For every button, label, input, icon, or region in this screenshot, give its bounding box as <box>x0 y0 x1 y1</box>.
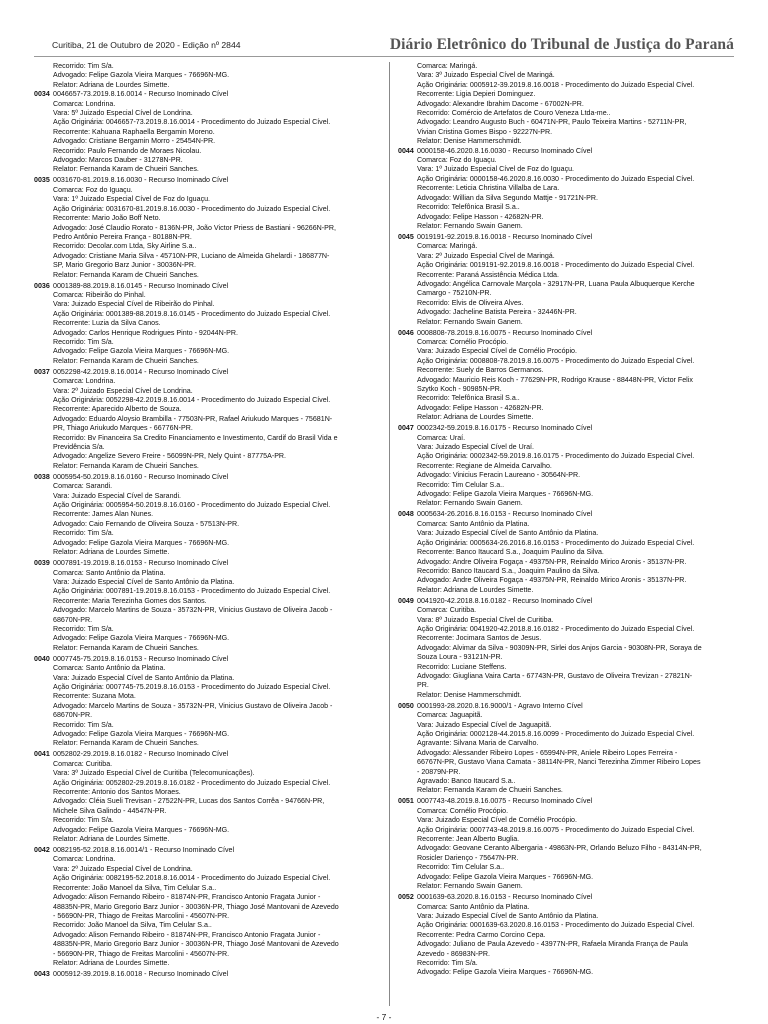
entry-line: Vara: 2º Juizado Especial Cível de Londrina. <box>53 386 193 395</box>
case-entry-details <box>34 291 380 366</box>
entry-line: Relator: Fernanda Karam de Chueiri Sanches. <box>53 461 199 470</box>
case-entry <box>34 176 380 279</box>
entry-line: Relator: Adriana de Lourdes Simette. <box>53 958 170 967</box>
case-entry-process: 0005954-50.2019.8.16.0160 - Recurso Inominado Cível <box>53 472 229 481</box>
entry-line: Recorrente: Antonio dos Santos Moraes. <box>53 788 181 797</box>
entry-line: Advogado: Alessander Ribeiro Lopes - 65994N-PR, Aniele Ribeiro Lopes Ferreira - <box>417 748 678 757</box>
case-entry <box>398 597 738 700</box>
entry-line: Souza Loura - 93121N-PR. <box>417 653 503 662</box>
case-entry-process: 0001639-63.2020.8.16.0153 - Recurso Inominado Cível <box>417 893 593 902</box>
header-date-edition: Curitiba, 21 de Outubro de 2020 - Edição nº 2844 <box>52 40 241 50</box>
left-column-continuation <box>34 62 380 90</box>
case-entry-details <box>398 606 738 700</box>
entry-line: Relator: Fernanda Karam de Chueiri Sanches. <box>417 786 563 795</box>
entry-line: Relator: Fernando Swain Ganem. <box>417 221 523 230</box>
entry-line: Advogado: Felipe Gazola Vieira Marques - 76696N-MG. <box>53 71 230 80</box>
case-entry-process: 0007745-75.2019.8.16.0153 - Recurso Inominado Cível <box>53 654 229 663</box>
case-entry-details <box>34 482 380 557</box>
case-entry-details <box>34 377 380 471</box>
case-entry-details <box>398 807 738 892</box>
entry-line: Advogado: Felipe Gazola Vieira Marques - 76696N-MG. <box>53 634 230 643</box>
entry-line: Recorrido: Tim S/a. <box>53 62 114 70</box>
case-entry <box>398 702 738 796</box>
case-entry-heading <box>398 702 738 711</box>
entry-line: Advogado: Giugliana Vaira Carta - 67743N-PR, Gustavo de Oliveira Trevizan - 27821N- <box>417 671 693 680</box>
entry-line: Comarca: Maringá. <box>417 242 478 251</box>
entry-line: Comarca: Santo Antônio da Platina. <box>53 664 166 673</box>
entry-line: Advogado: Alison Fernando Ribeiro - 81874N-PR, Francisco Antonio Fragata Junior - <box>53 930 321 939</box>
entry-line: Vara: Juizado Especial Cível de Jaguapitã. <box>417 720 552 729</box>
entry-line: Michele Silva Galindo - 44547N-PR. <box>53 806 167 815</box>
entry-line: Comarca: Maringá. <box>417 62 478 70</box>
entry-line: Ação Originária: 0052298-42.2019.8.16.0014 - Procedimento do Juizado Especial Cível. <box>53 396 331 404</box>
entry-line: Comarca: Santo Antônio da Platina. <box>417 519 530 528</box>
entry-line: Advogado: Leandro Augusto Buch - 60471N-PR, Paulo Teixeira Martins - 52711N-PR, <box>417 118 687 127</box>
entry-line: Vara: Juizado Especial Cível de Santo Antônio da Platina. <box>53 673 235 682</box>
entry-line: Ação Originária: 0001389-88.2019.8.16.0145 - Procedimento do Juizado Especial Cível. <box>53 309 331 318</box>
case-entry-details <box>34 100 380 175</box>
header-rule <box>34 56 734 57</box>
entry-line: Ação Originária: 0019191-92.2019.8.16.0018 - Procedimento do Juizado Especial Cível. <box>417 261 695 270</box>
entry-line: 66767N-PR, Gustavo Viana Camata - 38114N-PR, Nanci Terezinha Zimmer Ribeiro Lopes <box>417 758 701 767</box>
entry-line: Previdência S/a. <box>53 443 105 452</box>
entry-line: Relator: Denise Hammerschmidt. <box>417 690 522 699</box>
entry-line: Recorrido: Elvis de Oliveira Alves. <box>417 298 524 307</box>
case-entry-process: 0001993-28.2020.8.16.9000/1 - Agravo Interno Cível <box>417 701 583 710</box>
entry-line: Vara: Juizado Especial Cível de Sarandi. <box>53 491 182 500</box>
entry-line: Advogado: Felipe Gazola Vieira Marques - 76696N-MG. <box>53 347 230 356</box>
entry-line: Ação Originária: 0031670-81.2019.8.16.0030 - Procedimento do Juizado Especial Cível. <box>53 204 331 213</box>
entry-line: Vara: 2º Juizado Especial Cível de Londrina. <box>53 864 193 873</box>
case-entry-details <box>34 760 380 845</box>
right-column-entries <box>398 147 738 978</box>
case-entry-number: 0042 <box>34 846 50 855</box>
entry-line: Camargo - 75210N-PR. <box>417 289 492 298</box>
case-entry-process: 0052802-29.2019.8.16.0182 - Recurso Inominado Cível <box>53 750 229 759</box>
case-entry <box>34 559 380 653</box>
entry-line: Ação Originária: 0007745-75.2019.8.16.0153 - Procedimento do Juizado Especial Cível. <box>53 682 331 691</box>
case-entry-details <box>34 664 380 749</box>
entry-line: Ação Originária: 0001639-63.2020.8.16.0153 - Procedimento do Juizado Especial Cível. <box>417 921 695 930</box>
entry-line: 48835N-PR, Mario Gregorio Barz Junior - 30036N-PR, Thiago José Mantovani de Azevedo <box>53 902 339 911</box>
entry-line: Comarca: Santo Antônio da Platina. <box>53 568 166 577</box>
entry-line: Relator: Adriana de Lourdes Simette. <box>417 585 534 594</box>
case-entry <box>34 970 380 979</box>
entry-line: Advogado: Felipe Gazola Vieira Marques - 76696N-MG. <box>417 968 594 977</box>
case-entry-process: 0046657-73.2019.8.16.0014 - Recurso Inominado Cível <box>53 90 229 99</box>
case-entry-details <box>398 520 738 595</box>
entry-line: Relator: Adriana de Lourdes Simette. <box>417 413 534 422</box>
entry-line: Relator: Denise Hammerschmidt. <box>417 137 522 146</box>
entry-line: Comarca: Curitiba. <box>53 759 113 768</box>
entry-line: Ação Originária: 0041920-42.2018.8.16.0182 - Procedimento do Juizado Especial Cível. <box>417 624 695 633</box>
entry-line: Comarca: Foz do Iguaçu. <box>53 185 133 194</box>
entry-line: Relator: Adriana de Lourdes Simette. <box>53 80 170 89</box>
entry-line: Advogado: Carlos Henrique Rodrigues Pinto - 92044N-PR. <box>53 328 238 337</box>
entry-line: Recorrente: Ligia Depieri Dominguez. <box>417 90 536 99</box>
case-entry <box>34 368 380 471</box>
entry-line: Recorrido: Telefônica Brasil S.a.. <box>417 394 520 403</box>
case-entry-process: 0007743-48.2019.8.16.0075 - Recurso Inominado Cível <box>417 797 593 806</box>
case-entry-heading <box>34 282 380 291</box>
entry-line: Advogado: Willian da Silva Segundo Mattje - 91721N-PR. <box>417 193 598 202</box>
entry-line: Vara: Juizado Especial Cível de Cornélio Procópio. <box>417 347 577 356</box>
entry-line: Relator: Fernando Swain Ganem. <box>417 317 523 326</box>
case-entry-number: 0039 <box>34 559 50 568</box>
entry-line: Ação Originária: 0007891-19.2019.8.16.0153 - Procedimento do Juizado Especial Cível. <box>53 587 331 596</box>
entry-line: Comarca: Cornélio Procópio. <box>417 806 509 815</box>
case-entry-number: 0037 <box>34 367 50 376</box>
case-entry-heading <box>34 176 380 185</box>
entry-line: Relator: Adriana de Lourdes Simette. <box>53 548 170 557</box>
entry-line: Relator: Fernanda Karam de Chueiri Sanches. <box>53 643 199 652</box>
entry-line: Recorrido: Comércio de Artefatos de Couro Veneza Ltda-me.. <box>417 109 611 118</box>
entry-line: Vara: 1º Juizado Especial Cível de Foz do Iguaçu. <box>53 195 211 204</box>
case-entry-number: 0044 <box>398 146 414 155</box>
entry-line: Recorrido: Tim Celular S.a.. <box>417 863 505 872</box>
entry-line: Comarca: Londrina. <box>53 855 116 864</box>
entry-line: Relator: Fernanda Karam de Chueiri Sanches. <box>53 739 199 748</box>
page-header <box>34 38 734 60</box>
entry-line: Comarca: Curitiba. <box>417 606 477 615</box>
entry-line: Agravante: Silvana Maria de Carvalho. <box>417 739 539 748</box>
entry-line: Relator: Fernando Swain Ganem. <box>417 882 523 891</box>
entry-line: Vara: Juizado Especial Cível de Santo Antônio da Platina. <box>417 911 599 920</box>
entry-line: Ação Originária: 0007743-48.2019.8.16.0075 - Procedimento do Juizado Especial Cível. <box>417 825 695 834</box>
case-entry-number: 0050 <box>398 701 414 710</box>
case-entry <box>34 655 380 749</box>
case-entry-heading <box>34 368 380 377</box>
case-entry-heading <box>398 147 738 156</box>
entry-line: Advogado: Jacheline Batista Pereira - 32446N-PR. <box>417 308 577 317</box>
entry-line: Advogado: Andre Oliveira Fogaça - 49375N-PR, Reinaldo Mirico Aronis - 35137N-PR. <box>417 576 687 585</box>
entry-line: Advogado: Marcelo Martins de Souza - 35732N-PR, Vinicius Gustavo de Oliveira Jacob - <box>53 701 333 710</box>
case-entry-heading <box>34 473 380 482</box>
entry-line: 48835N-PR, Mario Gregorio Barz Junior - 30036N-PR, Thiago José Mantovani de Azevedo <box>53 940 339 949</box>
entry-line: Recorrido: Telefônica Brasil S.a.. <box>417 203 520 212</box>
entry-line: Advogado: Alexandre Ibrahim Dacome - 67002N-PR. <box>417 99 584 108</box>
entry-line: Recorrente: Banco Itaucard S.a., Joaquim Paulino da Silva. <box>417 548 604 557</box>
entry-line: Advogado: Angelize Severo Freire - 56099N-PR, Nely Quint - 87775A-PR. <box>53 452 287 461</box>
entry-line: Comarca: Uraí. <box>417 433 466 442</box>
case-entry <box>398 329 738 423</box>
entry-line: Recorrente: James Alan Nunes. <box>53 510 154 519</box>
case-entry-number: 0038 <box>34 472 50 481</box>
case-entry-process: 0019191-92.2019.8.16.0018 - Recurso Inominado Cível <box>417 232 593 241</box>
left-column-entries <box>34 90 380 979</box>
entry-line: Ação Originária: 0082195-52.2018.8.16.0014 - Procedimento do Juizado Especial Cível. <box>53 874 331 883</box>
entry-line: Recorrente: Suzana Mota. <box>53 692 136 701</box>
entry-line: Advogado: Marcos Dauber - 31278N-PR. <box>53 156 183 165</box>
case-entry-process: 0052298-42.2019.8.16.0014 - Recurso Inominado Cível <box>53 367 229 376</box>
entry-line: Rosicler Darienço - 75647N-PR. <box>417 853 519 862</box>
entry-line: Advogado: Felipe Gazola Vieira Marques - 76696N-MG. <box>53 730 230 738</box>
entry-line: Pedro Antônio Pereira França - 80188N-PR. <box>53 232 192 241</box>
case-entry <box>398 147 738 232</box>
case-entry-number: 0048 <box>398 510 414 519</box>
case-entry <box>398 797 738 891</box>
case-entry-details <box>398 711 738 796</box>
case-entry-heading <box>34 750 380 759</box>
journal-title: Diário Eletrônico do Tribunal de Justiça do Paraná <box>389 36 734 53</box>
entry-line: PR, Thiago Ariukudo Marques - 66776N-PR. <box>53 424 193 433</box>
entry-line: Advogado: Geovane Ceranto Albergaria - 49863N-PR, Orlando Beluzo Filho - 84314N-PR, <box>417 844 702 853</box>
entry-line: Vara: 3º Juizado Especial Cível de Maringá. <box>417 71 555 80</box>
entry-line: Recorrido: Decolar.com Ltda, Sky Airline S.a.. <box>53 242 197 251</box>
case-entry-number: 0047 <box>398 424 414 433</box>
case-entry-details <box>398 434 738 509</box>
entry-line: Advogado: Marcelo Martins de Souza - 35732N-PR, Vinicius Gustavo de Oliveira Jacob - <box>53 606 333 615</box>
case-entry-process: 0008808-78.2019.8.16.0075 - Recurso Inominado Cível <box>417 328 593 337</box>
entry-line: Recorrido: Tim Celular S.a.. <box>417 480 505 489</box>
case-entry <box>34 473 380 558</box>
entry-line: - 20879N-PR. <box>417 767 461 776</box>
entry-line: Recorrente: Jocimara Santos de Jesus. <box>417 634 542 643</box>
entry-line: Advogado: Andre Oliveira Fogaça - 49375N-PR, Reinaldo Mirico Aronis - 35137N-PR. <box>417 557 687 566</box>
case-entry <box>398 424 738 509</box>
case-entry-heading <box>398 510 738 519</box>
entry-line: Comarca: Londrina. <box>53 377 116 386</box>
entry-line: Vara: Juizado Especial Cível de Uraí. <box>417 443 534 452</box>
entry-line: Advogado: Vinicius Feracin Laureano - 30564N-PR. <box>417 471 581 480</box>
case-entry <box>34 282 380 367</box>
case-entry-number: 0051 <box>398 797 414 806</box>
entry-line: Recorrente: Leticia Christina Villalba de Lara. <box>417 184 560 193</box>
entry-line: Recorrido: Tim S/a. <box>53 816 114 825</box>
entry-line: Recorrente: Luzia da Silva Canos. <box>53 319 161 328</box>
case-entry-number: 0041 <box>34 750 50 759</box>
entry-line: Vara: Juizado Especial Cível de Cornélio Procópio. <box>417 816 577 825</box>
entry-line: - 56690N-PR, Thiago de Freitas Marcolini - 45607N-PR. <box>53 911 230 920</box>
entry-line: Relator: Fernanda Karam de Chueiri Sanches. <box>53 165 199 174</box>
entry-line: Advogado: Felipe Hasson - 42682N-PR. <box>417 212 544 221</box>
case-entry-heading <box>34 655 380 664</box>
entry-line: Recorrido: Tim S/a. <box>53 624 114 633</box>
entry-line: Recorrido: Paulo Fernando de Moraes Nicolau. <box>53 146 202 155</box>
entry-line: 68670N-PR. <box>53 615 93 624</box>
entry-line: Vara: 2º Juizado Especial Cível de Maringá. <box>417 251 555 260</box>
entry-line: Recorrido: Tim S/a. <box>53 720 114 729</box>
entry-line: Advogado: Felipe Gazola Vieira Marques - 76696N-MG. <box>417 872 594 881</box>
entry-line: Recorrente: Suely de Barros Germanos. <box>417 366 544 375</box>
entry-line: Recorrente: Kahuana Raphaella Bergamin Moreno. <box>53 127 215 136</box>
entry-line: Ação Originária: 0005634-26.2016.8.16.0153 - Procedimento do Juizado Especial Cível. <box>417 538 695 547</box>
case-entry-details <box>34 855 380 968</box>
entry-line: Recorrente: Aparecido Alberto de Souza. <box>53 405 182 414</box>
entry-line: Recorrido: Luciane Steffens. <box>417 662 507 671</box>
case-entry <box>398 510 738 595</box>
entry-line: Ação Originária: 0046657-73.2019.8.16.0014 - Procedimento do Juizado Especial Cível. <box>53 118 331 127</box>
entry-line: Vara: Juizado Especial Cível de Santo Antônio da Platina. <box>53 577 235 586</box>
case-entry-heading <box>34 970 380 979</box>
entry-line: Advogado: Juliano de Paula Azevedo - 43977N-PR, Rafaela Miranda França de Paula <box>417 940 688 949</box>
case-entry-heading <box>34 846 380 855</box>
entry-line: Recorrente: Paraná Assistência Médica Ltda. <box>417 270 559 279</box>
right-column-continuation <box>398 62 738 147</box>
entry-line: Szytko Koch - 90985N-PR. <box>417 385 502 393</box>
entry-line: Advogado: Felipe Gazola Vieira Marques - 76696N-MG. <box>53 825 230 834</box>
right-column <box>398 62 738 1010</box>
case-entry-process: 0007891-19.2019.8.16.0153 - Recurso Inominado Cível <box>53 559 229 568</box>
entry-line: Ação Originária: 0052802-29.2019.8.16.0182 - Procedimento do Juizado Especial Cível. <box>53 778 331 787</box>
case-entry-heading <box>398 597 738 606</box>
case-entry-process: 0001389-88.2019.8.16.0145 - Recurso Inominado Cível <box>53 281 229 290</box>
entry-line: Recorrido: João Manoel da Silva, Tim Celular S.a.. <box>53 921 212 930</box>
entry-line: Relator: Fernanda Karam de Chueiri Sanches. <box>53 356 199 365</box>
entry-line: Vara: Juizado Especial Cível de Santo Antônio da Platina. <box>417 529 599 538</box>
case-entry-heading <box>398 893 738 902</box>
case-entry-heading <box>398 424 738 433</box>
entry-line: Relator: Fernando Swain Ganem. <box>417 499 523 508</box>
case-entry-number: 0046 <box>398 328 414 337</box>
case-entry-number: 0036 <box>34 281 50 290</box>
case-entry-details <box>34 186 380 280</box>
entry-line: Advogado: Cristiane Bergamin Morro - 25454N-PR. <box>53 137 216 146</box>
entry-line: 68670N-PR. <box>53 711 93 720</box>
case-entry-process: 0005634-26.2016.8.16.0153 - Recurso Inominado Cível <box>417 510 593 519</box>
entry-line: Recorrido: Bv Financeira Sa Credito Financiamento e Investimento, Cardif do Brasil Vida e <box>53 433 338 442</box>
entry-line: Advogado: Felipe Hasson - 42682N-PR. <box>417 403 544 412</box>
entry-line: SP, Mario Gregorio Barz Junior - 30036N-PR. <box>53 261 196 270</box>
entry-line: Advogado: Caio Fernando de Oliveira Souza - 57513N-PR. <box>53 519 240 528</box>
entry-line: Advogado: Eduardo Aloysio Brambilla - 77503N-PR, Rafael Ariukudo Marques - 75681N- <box>53 414 333 423</box>
case-entry <box>398 893 738 978</box>
case-entry-heading <box>398 233 738 242</box>
case-entry <box>34 750 380 844</box>
entry-line: Comarca: Jaguapitã. <box>417 711 483 720</box>
entry-line: Recorrente: Mario João Boff Neto. <box>53 214 161 223</box>
entry-line: Advogado: Alison Fernando Ribeiro - 81874N-PR, Francisco Antonio Fragata Junior - <box>53 893 321 902</box>
entry-line: Recorrente: Jean Alberto Buglia. <box>417 835 520 844</box>
entry-line: Relator: Adriana de Lourdes Simette. <box>53 835 170 844</box>
entry-line: Recorrente: Pedra Carmo Corcino Cepa. <box>417 930 546 939</box>
entry-line: Ação Originária: 0008808-78.2019.8.16.0075 - Procedimento do Juizado Especial Cível. <box>417 356 695 365</box>
case-entry <box>398 233 738 327</box>
left-column <box>34 62 380 1010</box>
entry-line: Comarca: Ribeirão do Pinhal. <box>53 290 146 299</box>
case-entry-process: 0005912-39.2019.8.16.0018 - Recurso Inominado Cível <box>53 969 229 978</box>
column-divider <box>389 62 390 1006</box>
case-entry-number: 0040 <box>34 654 50 663</box>
entry-line: Advogado: Mauricio Reis Koch - 77629N-PR, Rodrigo Krause - 88448N-PR, Victor Felix <box>417 375 693 384</box>
entry-line: Azevedo - 86983N-PR. <box>417 949 490 958</box>
case-entry-number: 0049 <box>398 596 414 605</box>
case-entry-process: 0000158-46.2020.8.16.0030 - Recurso Inominado Cível <box>417 146 593 155</box>
entry-line: Comarca: Londrina. <box>53 99 116 108</box>
case-entry-number: 0043 <box>34 969 50 978</box>
entry-line: Vara: 8º Juizado Especial Cível de Curitiba. <box>417 615 554 624</box>
case-entry-heading <box>34 90 380 99</box>
case-entry-heading <box>34 559 380 568</box>
entry-line: Advogado: Alvimar da Silva - 90309N-PR, Sirlei dos Anjos Garcia - 90308N-PR, Soraya de <box>417 643 702 652</box>
entry-line: Vivian Cristina Gomes Bispo - 92227N-PR. <box>417 127 553 136</box>
case-entry-heading <box>398 329 738 338</box>
case-entry-details <box>398 338 738 423</box>
case-entry-heading <box>398 797 738 806</box>
entry-line: PR. <box>417 681 429 690</box>
entry-line: Comarca: Sarandi. <box>53 482 113 491</box>
entry-line: Recorrente: Maria Terezinha Gomes dos Santos. <box>53 596 207 605</box>
case-entry-details <box>398 156 738 231</box>
entry-line: Comarca: Cornélio Procópio. <box>417 337 509 346</box>
page-number: - 7 - <box>376 1012 392 1022</box>
entry-line: Recorrido: Banco Itaucard S.a., Joaquim Paulino da Silva. <box>417 566 600 575</box>
case-entry-process: 0082195-52.2018.8.16.0014/1 - Recurso Inominado Cível <box>53 846 235 855</box>
entry-line: Advogado: Felipe Gazola Vieira Marques - 76696N-MG. <box>417 490 594 499</box>
entry-line: Vara: 1º Juizado Especial Cível de Foz do Iguaçu. <box>417 165 575 174</box>
entry-line: Recorrente: João Manoel da Silva, Tim Celular S.a.. <box>53 883 217 892</box>
entry-line: Advogado: Felipe Gazola Vieira Marques - 76696N-MG. <box>53 538 230 547</box>
entry-line: Vara: Juizado Especial Cível de Ribeirão do Pinhal. <box>53 300 215 309</box>
entry-line: Ação Originária: 0005954-50.2019.8.16.0160 - Procedimento do Juizado Especial Cível. <box>53 501 331 510</box>
case-entry-details <box>398 242 738 327</box>
case-entry-process: 0002342-59.2019.8.16.0175 - Recurso Inominado Cível <box>417 424 593 433</box>
entry-line: - 56690N-PR, Thiago de Freitas Marcolini - 45607N-PR. <box>53 949 230 958</box>
case-entry-number: 0035 <box>34 176 50 185</box>
case-entry-details <box>34 569 380 654</box>
entry-line: Relator: Fernanda Karam de Chueiri Sanches. <box>53 270 199 279</box>
case-entry-process: 0041920-42.2018.8.16.0182 - Recurso Inominado Cível <box>417 596 593 605</box>
entry-line: Vara: 3º Juizado Especial Cível de Curitiba (Telecomunicações). <box>53 769 255 778</box>
case-entry-number: 0034 <box>34 90 50 99</box>
entry-line: Advogado: José Claudio Rorato - 8136N-PR, João Victor Priess de Bastiani - 96266N-PR, <box>53 223 336 232</box>
entry-line: Ação Originária: 0005912-39.2019.8.16.0018 - Procedimento do Juizado Especial Cível. <box>417 80 695 89</box>
entry-line: Advogado: Cristiane Maria Silva - 45710N-PR, Luciano de Almeida Ghelardi - 186877N- <box>53 251 330 260</box>
entry-line: Comarca: Foz do Iguaçu. <box>417 156 497 165</box>
entry-line: Comarca: Santo Antônio da Platina. <box>417 902 530 911</box>
case-entry <box>34 846 380 968</box>
entry-line: Advogado: Cléia Sueli Trevisan - 27522N-PR, Lucas dos Santos Corrêa - 94766N-PR, <box>53 797 325 806</box>
case-entry-process: 0031670-81.2019.8.16.0030 - Recurso Inominado Cível <box>53 176 229 185</box>
case-entry <box>34 90 380 175</box>
entry-line: Agravado: Banco Itaucard S.a.. <box>417 777 516 786</box>
entry-line: Ação Originária: 0002342-59.2019.8.16.0175 - Procedimento do Juizado Especial Cível. <box>417 452 695 461</box>
entry-line: Recorrido: Tim S/a. <box>53 529 114 538</box>
entry-line: Vara: 5º Juizado Especial Cível de Londrina. <box>53 109 193 118</box>
case-entry-details <box>398 903 738 978</box>
entry-line: Recorrido: Tim S/a. <box>417 958 478 967</box>
entry-line: Recorrido: Tim S/a. <box>53 337 114 346</box>
entry-line: Ação Originária: 0000158-46.2020.8.16.0030 - Procedimento do Juizado Especial Cível. <box>417 174 695 183</box>
entry-line: Recorrente: Regiane de Almeida Carvalho. <box>417 461 552 470</box>
case-entry-number: 0045 <box>398 232 414 241</box>
entry-line: Advogado: Angélica Carnovale Marçola - 32917N-PR, Luana Paula Albuquerque Kerche <box>417 279 695 288</box>
case-entry-number: 0052 <box>398 893 414 902</box>
entry-line: Ação Originária: 0002128-44.2015.8.16.0099 - Procedimento do Juizado Especial Cível. <box>417 730 695 738</box>
